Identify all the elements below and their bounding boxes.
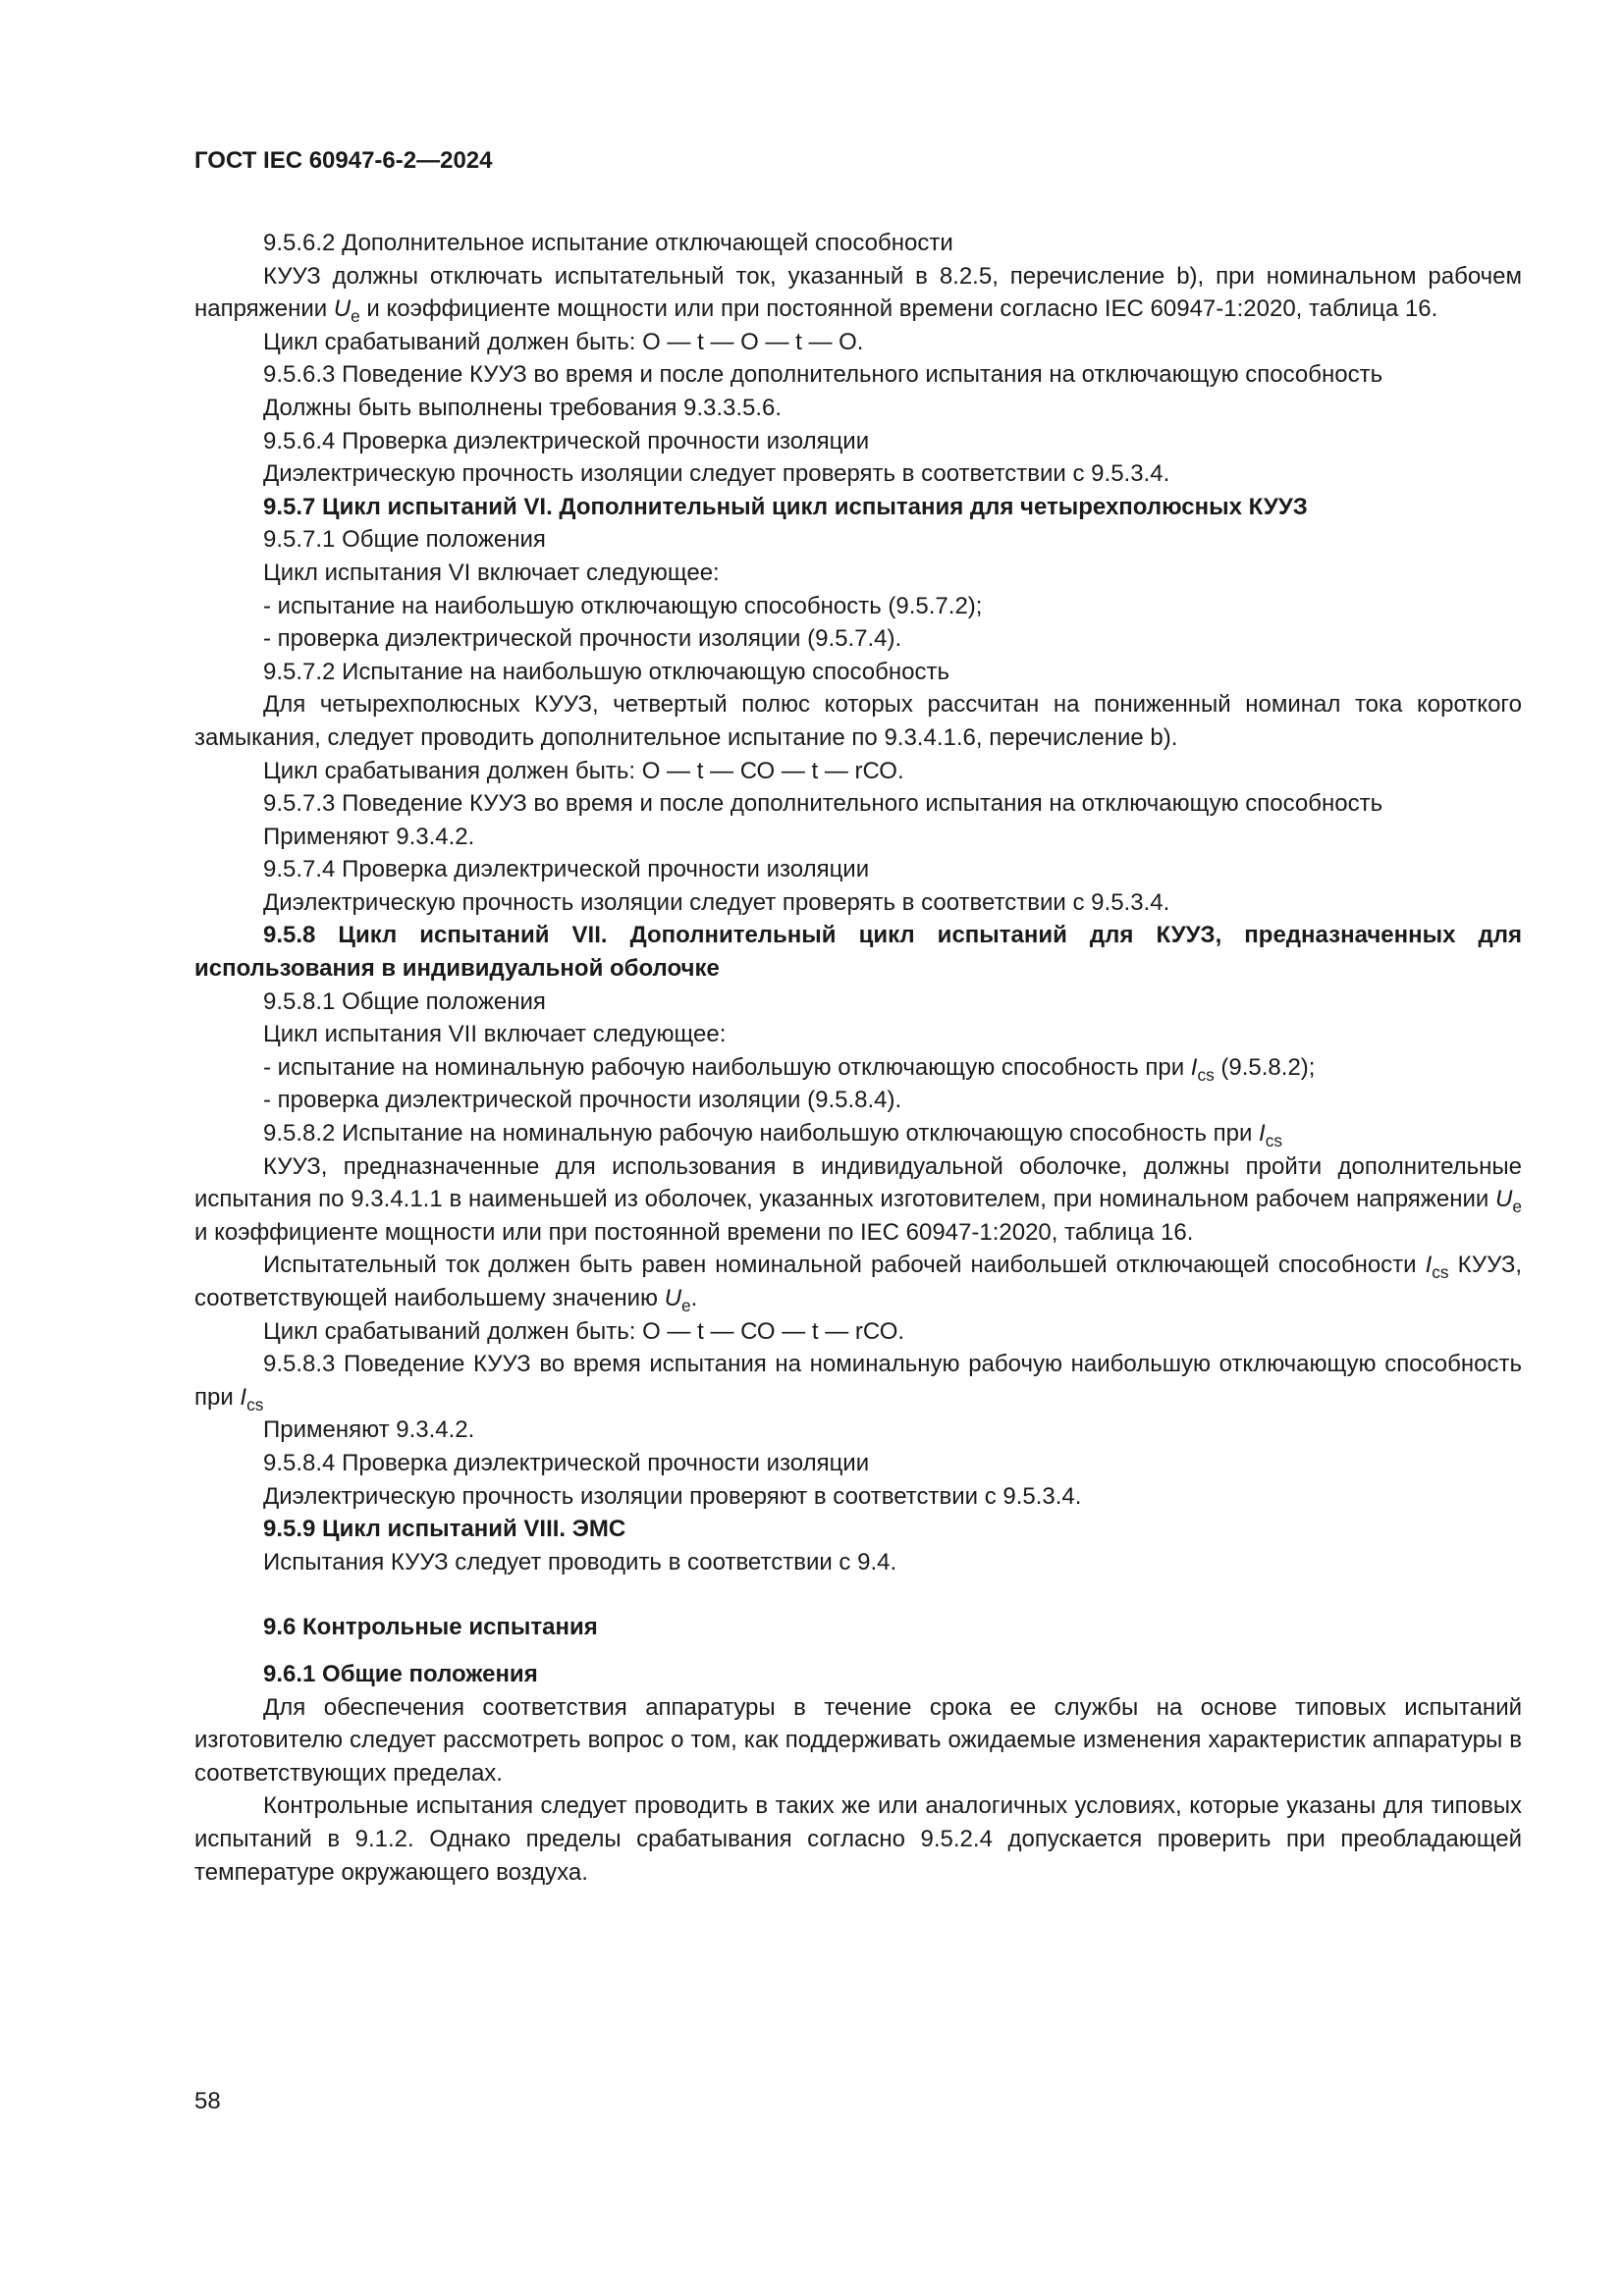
- paragraph: Контрольные испытания следует проводить в таких же или аналогичных условиях, которые указаны для типовых испытаний в 9.1.2. Однако пределы срабатывания согласно 9.5.2.4 допускается проверить при преобладающей температуре окружающего воздуха.: [194, 1792, 1522, 1886]
- paragraph: Цикл срабатываний должен быть: О — t — СО — t — rСО.: [263, 1317, 905, 1345]
- paragraph: Испытательный ток должен быть равен номинальной рабочей наибольшей отключающей способности $I_{cs}$ КУУЗ, соответствующей наибольшему значению $U_e$.: [194, 1252, 1522, 1316]
- paragraph: Применяют 9.3.4.2.: [263, 823, 475, 850]
- section-heading: 9.6.1 Общие положения: [263, 1660, 538, 1687]
- paragraph: 9.5.8.1 Общие положения: [263, 988, 546, 1015]
- paragraph: 9.5.7.4 Проверка диэлектрической прочности изоляции: [263, 856, 870, 883]
- paragraph: 9.5.7.2 Испытание на наибольшую отключающую способность: [263, 658, 949, 685]
- list-item: - испытание на номинальную рабочую наибольшую отключающую способность при $I_{cs}$ (9.5.8.2);: [263, 1053, 1316, 1085]
- list-item: - проверка диэлектрической прочности изоляции (9.5.8.4).: [263, 1087, 902, 1114]
- paragraph: КУУЗ, предназначенные для использования в индивидуальной оболочке, должны пройти дополнительные испытания по 9.3.4.1.1 в наименьшей из оболочек, указанных изготовителем, при номинальном рабочем напряжении $U_e$ и коэффициенте мощности или при постоянной времени по IEC 60947-1:2020, таблица 16.: [194, 1152, 1522, 1246]
- paragraph: 9.5.8.4 Проверка диэлектрической прочности изоляции: [263, 1449, 870, 1476]
- paragraph: 9.5.8.2 Испытание на номинальную рабочую наибольшую отключающую способность при $I_{cs}$: [263, 1120, 1282, 1151]
- page-number: 58: [194, 2088, 221, 2114]
- document-header: ГОСТ IEC 60947-6-2—2024: [194, 147, 493, 174]
- paragraph: Цикл срабатывания должен быть: О — t — СО — t — rСО.: [263, 757, 904, 784]
- paragraph: Диэлектрическую прочность изоляции следует проверять в соответствии с 9.5.3.4.: [263, 888, 1170, 916]
- paragraph: Цикл срабатываний должен быть: О — t — О — t — О.: [263, 328, 864, 355]
- paragraph: 9.5.7.1 Общие положения: [263, 526, 546, 554]
- paragraph: Для четырехполюсных КУУЗ, четвертый полюс которых рассчитан на пониженный номинал тока короткого замыкания, следует проводить дополнительное испытание по 9.3.4.1.6, перечисление b).: [194, 691, 1522, 751]
- paragraph: Применяют 9.3.4.2.: [263, 1416, 475, 1444]
- paragraph: 9.5.7.3 Поведение КУУЗ во время и после дополнительного испытания на отключающую способность: [263, 790, 1383, 818]
- paragraph: 9.5.6.2 Дополнительное испытание отключающей способности: [263, 230, 953, 256]
- document-body: [194, 227, 1522, 1889]
- paragraph: Цикл испытания VII включает следующее:: [263, 1021, 727, 1048]
- paragraph: 9.5.6.3 Поведение КУУЗ во время и после дополнительного испытания на отключающую способность: [263, 361, 1383, 389]
- section-heading: 9.6 Контрольные испытания: [263, 1614, 598, 1641]
- paragraph: КУУЗ должны отключать испытательный ток, указанный в 8.2.5, перечисление b), при номинальном рабочем напряжении $U_e$ и коэффициенте мощности или при постоянной времени согласно IEC 60947-1:2020, таблица 16.: [194, 262, 1522, 327]
- paragraph: Должны быть выполнены требования 9.3.3.5.6.: [263, 394, 783, 421]
- paragraph: Диэлектрическую прочность изоляции следует проверять в соответствии с 9.5.3.4.: [263, 460, 1170, 488]
- paragraph: 9.5.8.3 Поведение КУУЗ во время испытания на номинальную рабочую наибольшую отключающую способность при $I_{cs}$: [194, 1351, 1522, 1415]
- paragraph: Для обеспечения соответствия аппаратуры в течение срока ее службы на основе типовых испытаний изготовителю следует рассмотреть вопрос о том, как поддерживать ожидаемые изменения характеристик аппаратуры в соответствующих пределах.: [194, 1693, 1522, 1787]
- paragraph: 9.5.6.4 Проверка диэлектрической прочности изоляции: [263, 427, 870, 454]
- section-heading: 9.5.9 Цикл испытаний VIII. ЭМС: [263, 1516, 626, 1543]
- paragraph: Испытания КУУЗ следует проводить в соответствии с 9.4.: [263, 1548, 897, 1575]
- list-item: - проверка диэлектрической прочности изоляции (9.5.7.4).: [263, 625, 902, 653]
- paragraph: Диэлектрическую прочность изоляции проверяют в соответствии с 9.5.3.4.: [263, 1482, 1082, 1510]
- list-item: - испытание на наибольшую отключающую способность (9.5.7.2);: [263, 592, 983, 619]
- section-heading: 9.5.8 Цикл испытаний VII. Дополнительный цикл испытаний для КУУЗ, предназначенных для использования в индивидуальной оболочке: [194, 922, 1522, 983]
- section-heading: 9.5.7 Цикл испытаний VI. Дополнительный цикл испытания для четырехполюсных КУУЗ: [263, 493, 1308, 520]
- paragraph: Цикл испытания VI включает следующее:: [263, 559, 720, 586]
